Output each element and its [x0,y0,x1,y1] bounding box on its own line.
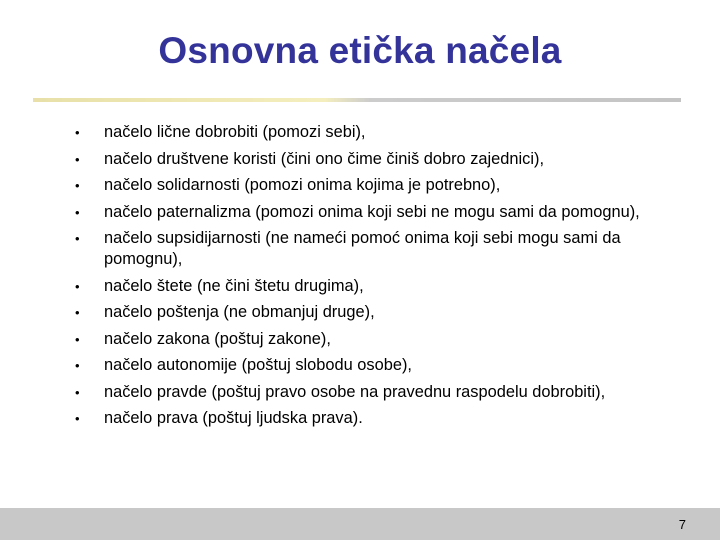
list-item [72,276,682,297]
bullet-icon: • [75,331,80,347]
list-item-text: načelo autonomije (poštuj slobodu osobe), [104,356,412,374]
bullet-icon: • [75,151,80,167]
list-item [72,149,682,170]
list-item-text: načelo poštenja (ne obmanjuj druge), [104,303,375,321]
list-item-text: načelo solidarnosti (pomozi onima kojima je potrebno), [104,176,501,194]
bullet-icon: • [75,278,80,294]
list-item-text: načelo društvene koristi (čini ono čime činiš dobro zajednici), [104,149,545,168]
bullet-icon: • [75,204,80,220]
list-item [72,355,682,376]
bullet-icon: • [75,231,80,246]
bullet-icon: • [75,178,80,193]
bullet-icon: • [75,125,80,140]
title-underline [33,98,681,102]
list-item [72,408,682,429]
bullet-icon: • [75,305,80,320]
list-item [72,228,682,270]
bullet-icon: • [75,411,80,426]
bullet-icon: • [75,358,80,373]
list-item [72,202,682,223]
list-item-text: načelo supsidijarnosti (ne nameći pomoć onima koji sebi mogu sami da pomognu), [104,229,621,268]
list-item-text: načelo prava (poštuj ljudska prava). [104,409,363,427]
list-item-text: načelo štete (ne čini štetu drugima), [104,276,364,295]
list-item [72,382,682,403]
list-item-text: načelo paternalizma (pomozi onima koji sebi ne mogu sami da pomognu), [104,202,640,221]
list-item [72,302,682,323]
page-number: 7 [678,517,686,532]
list-item [72,175,682,196]
principles-list [72,122,682,435]
list-item-text: načelo lične dobrobiti (pomozi sebi), [104,123,366,141]
footer-bar [0,508,720,540]
list-item-text: načelo zakona (poštuj zakone), [104,329,331,348]
list-item [72,329,682,350]
slide-title: Osnovna etička načela [158,30,562,71]
list-item-text: načelo pravde (poštuj pravo osobe na pravednu raspodelu dobrobiti), [104,382,606,401]
bullet-icon: • [75,384,80,400]
list-item [72,122,682,143]
